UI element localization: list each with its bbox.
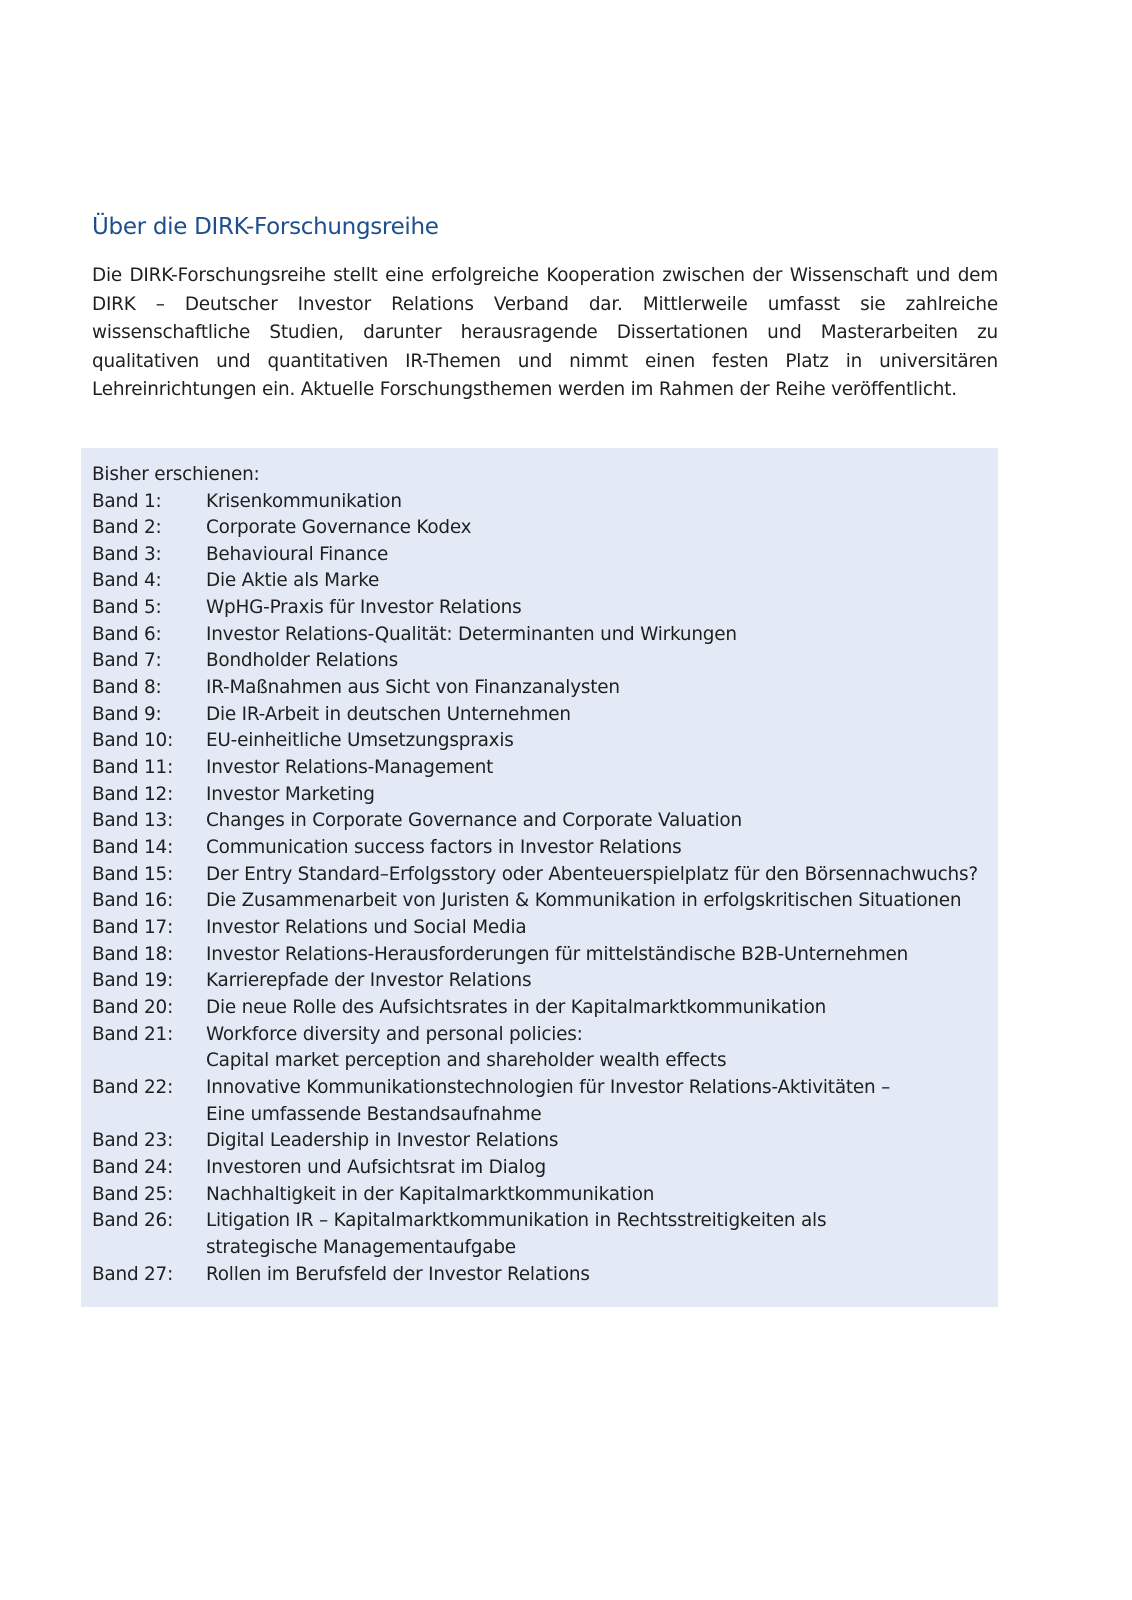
band-title: Investor Relations-Management bbox=[206, 757, 494, 779]
band-title: Litigation IR – Kapitalmarktkommunikation in Rechtsstreitigkeiten als strategische Managementaufgabe bbox=[206, 1210, 827, 1258]
band-title: Investor Marketing bbox=[206, 783, 375, 805]
band-label: Band 22: bbox=[92, 1076, 174, 1098]
list-item bbox=[92, 595, 992, 622]
band-label: Band 15: bbox=[92, 863, 174, 885]
band-title: Investor Relations-Herausforderungen für mittelständische B2B-Unternehmen bbox=[206, 943, 909, 965]
band-label: Band 9: bbox=[92, 703, 162, 725]
band-title: IR-Maßnahmen aus Sicht von Finanzanalysten bbox=[206, 677, 620, 699]
list-item bbox=[92, 755, 992, 782]
band-label: Band 5: bbox=[92, 597, 162, 619]
band-title: EU-einheitliche Umsetzungspraxis bbox=[206, 730, 514, 752]
band-title: Die Zusammenarbeit von Juristen & Kommunikation in erfolgskritischen Situationen bbox=[206, 890, 962, 912]
list-item bbox=[92, 1182, 992, 1209]
band-title: Communication success factors in Investor Relations bbox=[206, 837, 682, 859]
band-label: Band 11: bbox=[92, 757, 174, 779]
band-title: Bondholder Relations bbox=[206, 650, 399, 672]
band-label: Band 7: bbox=[92, 650, 162, 672]
band-label: Band 6: bbox=[92, 623, 162, 645]
band-label: Band 4: bbox=[92, 570, 162, 592]
intro-paragraph: Die DIRK-Forschungsreihe stellt eine erfolgreiche Kooperation zwischen der Wissenschaft und dem DIRK – Deutscher Investor Relations Verband dar. Mittlerweile umfasst sie zahlreiche wissenschaftliche Studien, darunter herausragende Dissertationen und Masterarbeiten zu qualitativen und quantitativen IR-Themen und nimmt einen festen Platz in universitären Lehreinrichtungen ein. Aktuelle Forschungsthemen werden im Rahmen der Reihe veröffentlicht. bbox=[92, 265, 998, 400]
band-title: WpHG-Praxis für Investor Relations bbox=[206, 597, 522, 619]
band-label: Band 13: bbox=[92, 810, 174, 832]
band-title: Krisenkommunikation bbox=[206, 490, 402, 512]
list-item bbox=[92, 915, 992, 942]
list-item bbox=[92, 782, 992, 809]
band-title: Die neue Rolle des Aufsichtsrates in der Kapitalmarktkommunikation bbox=[206, 996, 827, 1018]
band-label: Band 25: bbox=[92, 1183, 174, 1205]
band-label: Band 2: bbox=[92, 517, 162, 539]
list-item bbox=[92, 568, 992, 595]
list-item bbox=[92, 888, 992, 915]
list-item bbox=[92, 622, 992, 649]
band-title: Der Entry Standard–Erfolgsstory oder Abenteuerspielplatz für den Börsennachwuchs? bbox=[206, 863, 978, 885]
band-label: Band 21: bbox=[92, 1023, 174, 1045]
page-title: Über die DIRK-Forschungsreihe bbox=[92, 214, 439, 240]
band-label: Band 8: bbox=[92, 677, 162, 699]
band-label: Band 17: bbox=[92, 917, 174, 938]
band-label: Band 20: bbox=[92, 996, 174, 1018]
series-heading: Bisher erschienen: bbox=[92, 464, 260, 485]
list-item bbox=[92, 1022, 992, 1075]
list-item bbox=[92, 835, 992, 862]
band-label: Band 14: bbox=[92, 837, 174, 859]
band-label: Band 3: bbox=[92, 543, 162, 565]
band-title: Innovative Kommunikationstechnologien für Investor Relations-Aktivitäten – Eine umfassende Bestandsaufnahme bbox=[206, 1076, 891, 1125]
band-list bbox=[92, 489, 992, 1289]
list-item bbox=[92, 1208, 992, 1261]
list-item bbox=[92, 515, 992, 542]
band-title: Nachhaltigkeit in der Kapitalmarktkommunikation bbox=[206, 1183, 655, 1205]
list-item bbox=[92, 862, 992, 889]
list-item bbox=[92, 808, 992, 835]
list-item bbox=[92, 675, 992, 702]
band-label: Band 10: bbox=[92, 730, 174, 752]
list-item bbox=[92, 995, 992, 1022]
band-label: Band 27: bbox=[92, 1263, 174, 1285]
list-item bbox=[92, 1155, 992, 1182]
list-item bbox=[92, 1262, 992, 1289]
list-item bbox=[92, 1075, 992, 1128]
band-label: Band 12: bbox=[92, 783, 174, 805]
band-title: Investor Relations und Social Media bbox=[206, 917, 527, 938]
band-title: Digital Leadership in Investor Relations bbox=[206, 1130, 559, 1152]
band-label: Band 18: bbox=[92, 943, 174, 965]
band-title: Die Aktie als Marke bbox=[206, 570, 380, 592]
band-label: Band 23: bbox=[92, 1130, 174, 1152]
series-box bbox=[81, 448, 998, 1307]
band-label: Band 19: bbox=[92, 970, 174, 992]
list-item bbox=[92, 489, 992, 516]
band-title: Changes in Corporate Governance and Corporate Valuation bbox=[206, 810, 742, 832]
band-label: Band 26: bbox=[92, 1210, 174, 1232]
band-label: Band 16: bbox=[92, 890, 174, 912]
list-item bbox=[92, 648, 992, 675]
band-title: Behavioural Finance bbox=[206, 543, 389, 565]
band-label: Band 24: bbox=[92, 1156, 174, 1178]
list-item bbox=[92, 542, 992, 569]
list-item bbox=[92, 702, 992, 729]
band-title: Corporate Governance Kodex bbox=[206, 517, 472, 539]
list-item bbox=[92, 1128, 992, 1155]
band-title: Die IR-Arbeit in deutschen Unternehmen bbox=[206, 703, 571, 725]
band-label: Band 1: bbox=[92, 490, 162, 512]
band-title: Investoren und Aufsichtsrat im Dialog bbox=[206, 1156, 547, 1178]
list-item bbox=[92, 942, 992, 969]
band-title: Workforce diversity and personal policies: Capital market perception and shareholder wealth effects bbox=[206, 1023, 727, 1072]
list-item bbox=[92, 728, 992, 755]
band-title: Investor Relations-Qualität: Determinanten und Wirkungen bbox=[206, 623, 737, 645]
band-title: Karrierepfade der Investor Relations bbox=[206, 970, 532, 992]
list-item bbox=[92, 968, 992, 995]
band-title: Rollen im Berufsfeld der Investor Relations bbox=[206, 1263, 590, 1285]
